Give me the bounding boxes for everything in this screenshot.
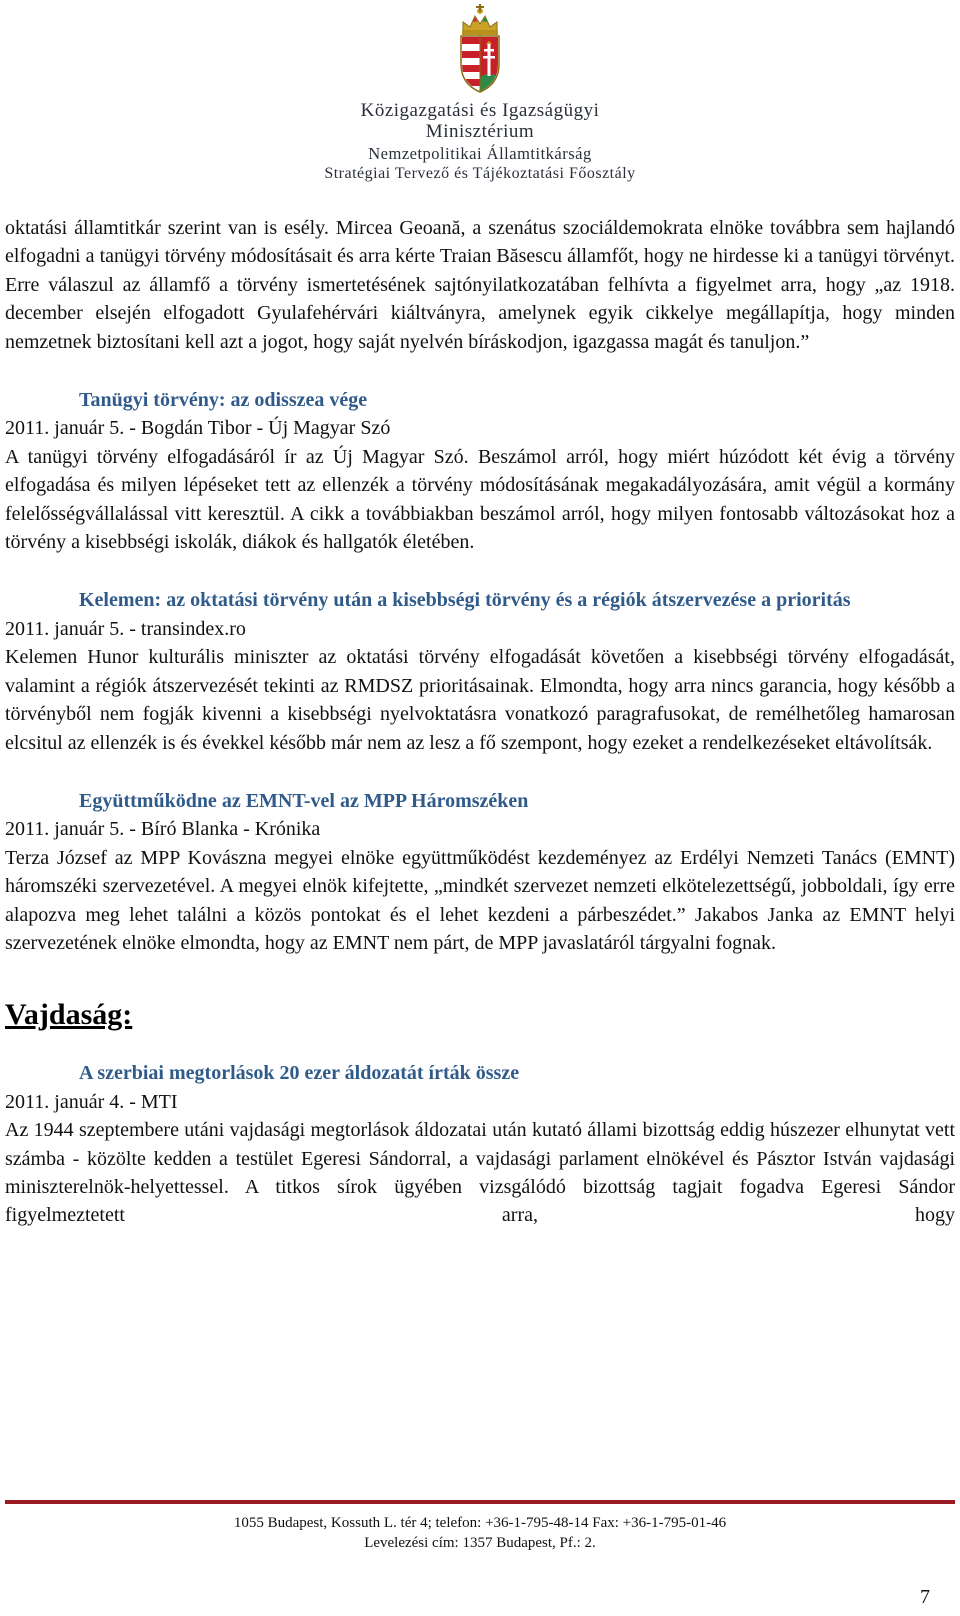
intro-paragraph: oktatási államtitkár szerint van is esély. Mircea Geoană, a szenátus szociáldemokrata elnöke továbbra sem hajlandó elfogadni a tanügyi törvény módosításait és arra kérte Traian Băsescu államfőt, hogy ne hirdesse ki a tanügyi törvényt. Erre válaszul az államfő a törvény ismertetésének sajtónyilatkozatában felhívta a figyelmet arra, hogy „az 1918. december elsején elfogadott Gyulafehérvári kiáltványra, amelynek egyik cikkelye megállapítja, hogy minden nemzetnek biztosítani kell azt a jogot, hogy saját nyelvén bíráskodjon, igazgassa magát és tanuljon.” xyxy=(5,217,955,353)
page-number: 7 xyxy=(920,1586,930,1608)
article-title: A szerbiai megtorlások 20 ezer áldozatát írták össze xyxy=(79,1062,520,1085)
article-title: Tanügyi törvény: az odisszea vége xyxy=(79,389,368,412)
region-heading: Vajdaság: xyxy=(5,998,133,1032)
hungarian-coat-of-arms-icon xyxy=(455,2,505,94)
department-name-line-1: Nemzetpolitikai Államtitkárság xyxy=(368,144,592,163)
footer-address: 1055 Budapest, Kossuth L. tér 4; telefon: +36-1-795-48-14 Fax: +36-1-795-01-46 xyxy=(233,1515,727,1531)
ministry-name-line-2: Minisztérium xyxy=(425,121,535,142)
article-text: Az 1944 szeptembere utáni vajdasági megtorlások áldozatai után kutató állami bizottság eddig húszezer elhunytat vett számba - közölte kedden a testület Egeresi Sándorral, a vajdasági parlament elnökével és Pásztor István vajdasági miniszterelnök-helyettessel. A titkos sírok ügyében vizsgálódó bizottság tagjait fogadva Egeresi Sándor figyelmeztetett arra, hogy xyxy=(5,1119,955,1227)
article-text: Kelemen Hunor kulturális miniszter az oktatási törvény elfogadását követően a kisebbségi törvény elfogadását, valamint a régiók átszervezését tekinti az RMDSZ prioritásainak. Elmondta, hogy arra nincs garancia, hogy később a törvényből nem fogják kivenni a kisebbségi nyelvoktatásra vonatkozó paragrafusokat, de remélhetőleg hamarosan elcsitul az ellenzék is és évekkel később már nem az lesz a fő szempont, hogy ezeket a rendelkezéseket eltávolítsák. xyxy=(5,646,955,754)
article-text: Terza József az MPP Kovászna megyei elnöke együttműködést kezdeményez az Erdélyi Nemzeti Tanács (EMNT) háromszéki szervezetével. A megyei elnök kifejtette, „mindkét szervezet nemzeti elkötelezettségű, jobboldali, így erre alapozva meg lehet találni a közös pontokat és el lehet kezdeni a párbeszédet.” Jakabos Janka az EMNT helyi szervezetének elnöke elmondta, hogy az EMNT nem párt, de MPP javaslatáról tárgyalni fognak. xyxy=(5,846,955,954)
article-text: A tanügyi törvény elfogadásáról ír az Új Magyar Szó. Beszámol arról, hogy miért húzódott két évig a törvény elfogadása és milyen lépéseket tett az ellenzék a törvény módosításának megakadályozására, amit végül a kormány felelősségvállalással vitt keresztül. A cikk a továbbiakban beszámol arról, hogy milyen fontosabb változásokat hoz a törvény a kisebbségi iskolák, diákok és hallgatók életében. xyxy=(5,445,955,554)
article-title: Kelemen: az oktatási törvény után a kisebbségi törvény és a régiók átszervezése a prioritás xyxy=(79,589,851,612)
article-meta: 2011. január 5. - Bogdán Tibor - Új Magyar Szó xyxy=(5,417,391,440)
letterhead xyxy=(0,0,960,190)
department-name-line-2: Stratégiai Tervező és Tájékoztatási Főosztály xyxy=(324,165,636,182)
document-body xyxy=(5,214,955,1230)
article-meta: 2011. január 5. - transindex.ro xyxy=(5,617,246,640)
article-meta: 2011. január 5. - Bíró Blanka - Krónika xyxy=(5,818,321,841)
footer-mailing-address: Levelezési cím: 1357 Budapest, Pf.: 2. xyxy=(364,1535,596,1551)
ministry-name-line-1: Közigazgatási és Igazságügyi xyxy=(360,100,600,121)
article-meta: 2011. január 4. - MTI xyxy=(5,1090,178,1113)
footer-divider xyxy=(5,1500,955,1504)
article-title: Együttműködne az EMNT-vel az MPP Háromszéken xyxy=(79,789,529,812)
